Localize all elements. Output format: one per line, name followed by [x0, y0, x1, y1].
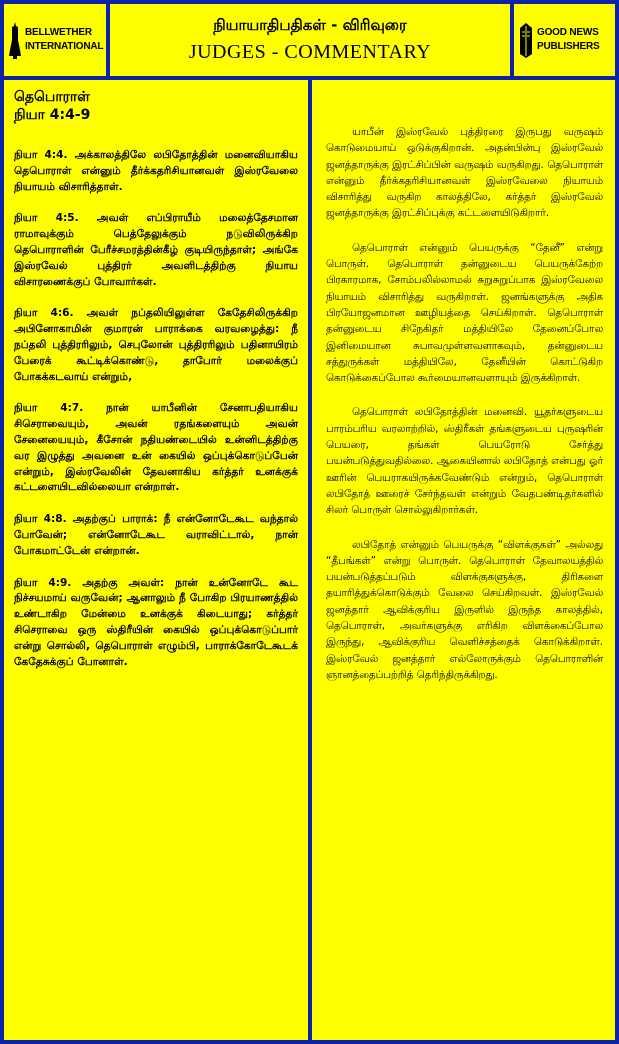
verse-text: நியா 4:8. அதற்குப் பாராக்: நீ என்னோடேகூட வந்தால் போவேன்; என்னோடேகூட வராவிட்டால், நான் போகமாட்டேன் என்றான். — [14, 513, 298, 557]
scripture-column — [4, 80, 308, 1040]
book-icon — [518, 20, 534, 60]
logo-left-line1: BELLWETHER — [25, 27, 92, 38]
verse-text: நியா 4:7. நான் யாபீனின் சேனாபதியாகிய சிசெராவையும், அவன் ரதங்களையும் அவன் சேனையையும், கீசோன் நதியண்டையில் உன்னிடத்திற்கு வர இழுத்து அவனை உன் கையில் ஒப்புக்கொடுப்பேன் என்றும், இஸ்ரவேலின் தேவனாகிய கர்த்தர் உனக்குக் கட்டளையிடவில்லையா என்றாள். — [14, 402, 298, 494]
verse-text: நியா 4:4. அக்காலத்திலே லபிதோத்தின் மனைவியாகிய தெபொராள் என்னும் தீர்க்கதரிசியானவள் இஸ்ரவேலை நியாயம் விசாரித்தாள். — [14, 149, 298, 193]
verse-text: நியா 4:6. அவள் நப்தலியிலுள்ள கேதேசிலிருக்கிற அபினோகாமின் குமாரன் பாராக்கை வரவழைத்து: நீ நப்தலி புத்திரரிலும், செபுலோன் புத்திரரிலும் பதினாயிரம் பேரைக் கூட்டிக்கொண்டு, தாபோர் மலைக்குப் போகக்கடவாய் என்றும், — [14, 307, 298, 383]
title-tamil: நியாயாதிபதிகள் - விரிவுரை — [213, 16, 407, 34]
logo-right-line1: GOOD NEWS — [537, 27, 599, 38]
commentary-paragraph: யாபீன் இஸ்ரவேல் புத்திரரை இருபது வருஷம் கொடுமையாய் ஒடுக்குகிறான். அதன்பின்பு இஸ்ரவேல் ஜனத்தாருக்கு இரட்சிப்பின் வருஷம் வருகிறது. தெபொராள் என்னும் தீர்க்கதரிசியானவள் இஸ்ரவேலை நியாயம் விசாரித்து வருகிற காலத்திலே, கர்த்தர் இஸ்ரவேல் ஜனத்தாருக்கு இரட்சிப்புக்கு கட்டளையிடுகிறார். — [326, 126, 603, 220]
passage-title: தெபொராள் — [14, 89, 90, 105]
verse-text: நியா 4:9. அதற்கு அவள்: நான் உன்னோடே கூட நிச்சயமாய் வருவேன்; ஆனாலும் நீ போகிற பிரயாணத்தில் உண்டாகிற மேன்மை உனக்குக் கிடையாது; கர்த்தர் சிசெராவை ஒரு ஸ்திரீயின் கையில் ஒப்புக்கொடுப்பார் என்று சொல்லி, தெபொராள் எழும்பி, பாராக்கோடேகூடக் கேதேசுக்குப் போனாள். — [14, 576, 298, 668]
commentary-column — [312, 80, 615, 1040]
page-header — [110, 4, 510, 76]
verse-text: நியா 4:5. அவள் எப்பிராயீம் மலைத்தேசமான ராமாவுக்கும் பெத்தேலுக்கும் நடுவிலிருக்கிற தெபொராளின் பேரீச்சமரத்தின்கீழ் குடியிருந்தாள்; அங்கே இஸ்ரவேல் புத்திரர் அவளிடத்திற்கு நியாய விசாரணைக்குப் போவார்கள். — [14, 212, 298, 288]
commentary-paragraph: தெபொராள் என்னும் பெயருக்கு “தேனீ” என்று பொருள். தெபொராள் தன்னுடைய பெயருக்கேற்ற பிரகாரமாக, சோம்பலில்லாமல் சுறுசுறுப்பாக இஸ்ரவேலை நியாயம் விசாரித்து வருகிறாள். ஜனங்களுக்கு அதிக பிரயோஜனமான ஊழியத்தை செய்கிறாள். தெபொராள் தன்னுடைய சிநேகிதர் மத்தியிலே தேனைப்போல இனிமையான சுபாவமுள்ளவளாகவும், தன்னுடைய சத்துருக்கள் மத்தியிலே, தேனீயின் கொட்டுகிற கொடுக்கைப்போல கூர்மையானவளாயும் இருக்கிறாள். — [326, 241, 603, 385]
publisher-logo-right — [514, 4, 615, 76]
commentary-paragraph: லபிதோத் என்னும் பெயருக்கு “விளக்குகள்” அல்லது “தீபங்கள்” என்று பொருள். தெபொராள் தேவாலயத்தில் பயன்படுத்தப்படும் விளக்குகளுக்கு, திரிகளை தயாரித்துக்கொடுக்கும் வேலை செய்கிறவள். இஸ்ரவேல் ஜனத்தார் ஆவிக்குரிய இருளில் இருந்த காலத்தில், தெபொராள், அவர்களுக்கு எரிகிற விளக்கைப்போல இருந்து, ஆவிக்குரிய வெளிச்சத்தைக் கொடுக்கிறாள். இஸ்ரவேல் ஜனத்தார் எல்லோருக்கும் தெபொராளின் ஞானத்தைப்பற்றித் தெரிந்திருக்கிறது. — [326, 538, 603, 681]
commentary-paragraph: தெபொராள் லபிதோத்தின் மனைவி. யூதர்களுடைய பாரம்பரிய வரலாற்றில், ஸ்திரீகள் தங்களுடைய புருஷரின் பெயரை, தங்கள் பெயரோடு சேர்த்து பயன்படுத்துவதில்லை. ஆகையினால் லபிதோத் என்பது ஓர் ஊரின் பெயராகயிருக்கவேண்டும் என்றும், தெபொராள் லபிதோத் ஊரைச் சேர்ந்தவள் என்றும் வேதபண்டிதர்களில் சிலர் பொருள் சொல்லுகிறார்கள். — [326, 406, 603, 517]
publisher-logo-left — [4, 4, 106, 76]
passage-reference: நியா 4:4-9 — [14, 107, 91, 123]
title-english: JUDGES - COMMENTARY — [188, 41, 432, 63]
logo-right-line2: PUBLISHERS — [537, 41, 600, 52]
logo-left-line2: INTERNATIONAL — [25, 41, 104, 52]
bell-icon — [8, 20, 22, 60]
